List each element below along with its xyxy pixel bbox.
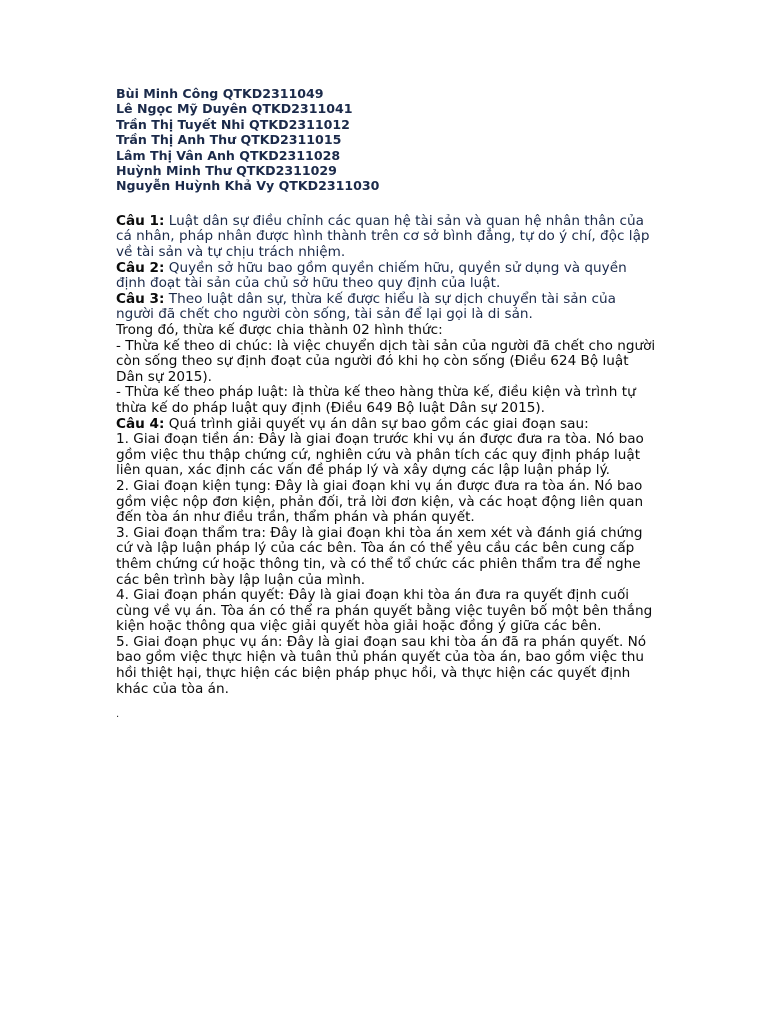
question-3-text: Theo luật dân sự, thừa kế được hiểu là sự dịch chuyển tài sản của người đã chết cho người còn sống, tài sản để lại gọi là di sản. [116, 290, 616, 323]
question-1 [116, 214, 656, 261]
author-line: Lâm Thị Vân Anh QTKD2311028 [116, 147, 341, 163]
question-2-text: Quyền sở hữu bao gồm quyền chiếm hữu, quyền sử dụng và quyền định đoạt tài sản của chủ sở hữu theo quy định của luật. [116, 259, 627, 292]
question-3 [116, 292, 656, 323]
question-4-label: Câu 4: [116, 415, 165, 432]
question-3-label: Câu 3: [116, 290, 165, 307]
author-list [116, 86, 656, 194]
question-4-text: Quá trình giải quyết vụ án dân sự bao gồm các giai đoạn sau: [164, 415, 589, 432]
author-line: Bùi Minh Công QTKD2311049 [116, 86, 324, 101]
author-line: Nguyễn Huỳnh Khả Vy QTKD2311030 [116, 178, 380, 194]
question-3-item: - Thừa kế theo di chúc: là việc chuyển dịch tài sản của người đã chết cho người còn sống theo sự định đoạt của người đó khi họ còn sống (Điều 624 Bộ luật Dân sự 2015). [116, 337, 656, 385]
question-4-item: 3. Giai đoạn thẩm tra: Đây là giai đoạn khi tòa án xem xét và đánh giá chứng cứ và lập luận pháp lý của các bên. Tòa án có thể yêu cầu các bên cung cấp thêm chứng cứ hoặc thông tin, và có thể tổ chức các phiên thẩm tra để nghe các bên trình bày lập luận của mình. [116, 524, 643, 588]
question-1-label: Câu 1: [116, 212, 165, 229]
question-4-item: 1. Giai đoạn tiền án: Đây là giai đoạn trước khi vụ án được đưa ra tòa. Nó bao gồm việc thu thập chứng cứ, nghiên cứu và phân tích các quy định pháp luật liên quan, xác định các vấn đề pháp lý và xây dựng các lập luận pháp lý. [116, 431, 644, 479]
question-1-text: Luật dân sự điều chỉnh các quan hệ tài sản và quan hệ nhân thân của cá nhân, pháp nhân được hình thành trên cơ sở bình đẳng, tự do ý chí, độc lập về tài sản và tự chịu trách nhiệm. [116, 212, 650, 261]
document-page [116, 86, 656, 721]
trailing-mark: . [116, 709, 120, 721]
question-3-intro: Trong đó, thừa kế được chia thành 02 hình thức: [116, 322, 443, 338]
question-4 [116, 417, 656, 433]
author-line: Trần Thị Anh Thư QTKD2311015 [116, 132, 342, 148]
question-2 [116, 261, 656, 292]
author-line: Lê Ngọc Mỹ Duyên QTKD2311041 [116, 101, 353, 117]
author-line: Huỳnh Minh Thư QTKD2311029 [116, 163, 337, 179]
question-4-item: 5. Giai đoạn phục vụ án: Đây là giai đoạn sau khi tòa án đã ra phán quyết. Nó bao gồm việc thực hiện và tuân thủ phán quyết của tòa án, bao gồm việc thu hồi thiệt hại, thực hiện các biện pháp phục hồi, và thực hiện các quyết định khác của tòa án. [116, 633, 647, 697]
question-3-item: - Thừa kế theo pháp luật: là thừa kế theo hàng thừa kế, điều kiện và trình tự thừa kế do pháp luật quy định (Điều 649 Bộ luật Dân sự 2015). [116, 384, 636, 416]
question-4-item: 2. Giai đoạn kiện tụng: Đây là giai đoạn khi vụ án được đưa ra tòa án. Nó bao gồm việc nộp đơn kiện, phản đối, trả lời đơn kiện, và các hoạt động liên quan đến tòa án như điều trần, thẩm phán và phán quyết. [116, 477, 644, 526]
question-4-item: 4. Giai đoạn phán quyết: Đây là giai đoạn khi tòa án đưa ra quyết định cuối cùng về vụ án. Tòa án có thể ra phán quyết bằng việc tuyên bố một bên thắng kiện hoặc thông qua việc giải quyết hòa giải hoặc đồng ý giữa các bên. [116, 587, 653, 635]
answers-body [116, 214, 656, 697]
question-2-label: Câu 2: [116, 259, 165, 276]
author-line: Trần Thị Tuyết Nhi QTKD2311012 [116, 116, 350, 132]
